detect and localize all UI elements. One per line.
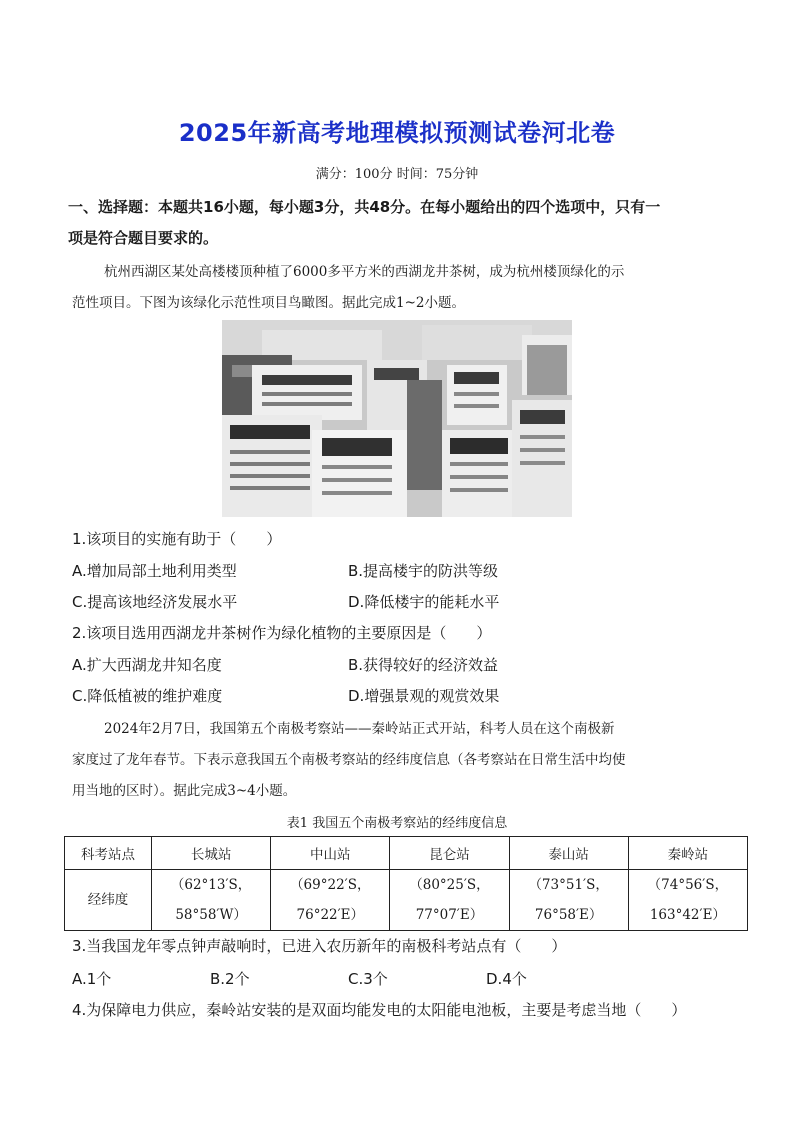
table-row-label: 经纬度 xyxy=(65,870,152,931)
question-3-option-c[interactable]: C.3个 xyxy=(348,970,388,988)
exam-title: 2025年新高考地理模拟预测试卷河北卷 xyxy=(178,119,616,147)
question-1-option-b[interactable]: B.提高楼宇的防洪等级 xyxy=(348,562,499,580)
question-2-option-a[interactable]: A.扩大西湖龙井知名度 xyxy=(72,656,222,674)
table-header-cell: 秦岭站 xyxy=(628,837,747,870)
passage2-line3: 用当地的区时）。据此完成3~4小题。 xyxy=(72,783,297,799)
latitude-text: （73°51′S， xyxy=(528,877,609,893)
table-header-row xyxy=(65,837,748,870)
question-3-option-d[interactable]: D.4个 xyxy=(486,970,527,988)
table-cell-qinling xyxy=(628,870,747,931)
table-cell-taishan xyxy=(509,870,628,931)
passage1-line1: 杭州西湖区某处高楼楼顶种植了6000多平方米的西湖龙井茶树，成为杭州楼顶绿化的示 xyxy=(104,264,625,280)
question-3-option-b[interactable]: B.2个 xyxy=(210,970,250,988)
longitude-text: 76°58′E） xyxy=(534,907,603,923)
latitude-text: （74°56′S， xyxy=(647,877,729,893)
question-2-option-d[interactable]: D.增强景观的观赏效果 xyxy=(348,687,500,705)
table-header-cell: 科考站点 xyxy=(65,837,152,870)
question-1-option-a[interactable]: A.增加局部土地利用类型 xyxy=(72,562,237,580)
question-2-option-c[interactable]: C.降低植被的维护难度 xyxy=(72,687,223,705)
question-2-stem: 2.该项目选用西湖龙井茶树作为绿化植物的主要原因是（ ） xyxy=(72,624,492,642)
longitude-text: 163°42′E） xyxy=(649,907,726,923)
latitude-text: （80°25′S， xyxy=(409,877,490,893)
section-heading-line2: 项是符合题目要求的。 xyxy=(68,229,219,247)
passage2-line2: 家度过了龙年春节。下表示意我国五个南极考察站的经纬度信息（各考察站在日常生活中均使 xyxy=(72,752,626,768)
question-2-option-b[interactable]: B.获得较好的经济效益 xyxy=(348,656,499,674)
table-header-cell: 泰山站 xyxy=(509,837,628,870)
table-cell-kunlun xyxy=(390,870,509,931)
table-row xyxy=(65,870,748,931)
question-3-option-a[interactable]: A.1个 xyxy=(72,970,112,988)
longitude-text: 76°22′E） xyxy=(296,907,365,923)
section-heading-line1: 一、选择题：本题共16小题，每小题3分，共48分。在每小题给出的四个选项中，只有一 xyxy=(68,198,661,216)
table-header-cell: 长城站 xyxy=(152,837,271,870)
passage1-line2: 范性项目。下图为该绿化示范性项目鸟瞰图。据此完成1~2小题。 xyxy=(72,295,465,311)
longitude-text: 58°58′W） xyxy=(175,907,247,923)
exam-subtitle: 满分：100分 时间：75分钟 xyxy=(315,167,479,182)
station-coordinates-table xyxy=(64,836,748,931)
question-1-option-d[interactable]: D.降低楼宇的能耗水平 xyxy=(348,593,500,611)
question-1-option-c[interactable]: C.提高该地经济发展水平 xyxy=(72,593,238,611)
table-header-cell: 昆仑站 xyxy=(390,837,509,870)
table-cell-changcheng xyxy=(152,870,271,931)
question-3-stem: 3.当我国龙年零点钟声敲响时，已进入农历新年的南极科考站点有（ ） xyxy=(72,937,567,955)
latitude-text: （62°13′S， xyxy=(170,877,252,893)
longitude-text: 77°07′E） xyxy=(415,907,484,923)
table-cell-zhongshan xyxy=(271,870,390,931)
table-header-cell: 中山站 xyxy=(271,837,390,870)
question-4-stem: 4.为保障电力供应，秦岭站安装的是双面均能发电的太阳能电池板，主要是考虑当地（ ） xyxy=(72,1001,687,1019)
table-caption: 表1 我国五个南极考察站的经纬度信息 xyxy=(286,816,508,831)
question-1-stem: 1.该项目的实施有助于（ ） xyxy=(72,530,282,548)
passage2-line1: 2024年2月7日，我国第五个南极考察站——秦岭站正式开站，科考人员在这个南极新 xyxy=(104,721,615,737)
rooftop-aerial-photo xyxy=(222,320,572,517)
latitude-text: （69°22′S， xyxy=(290,877,371,893)
